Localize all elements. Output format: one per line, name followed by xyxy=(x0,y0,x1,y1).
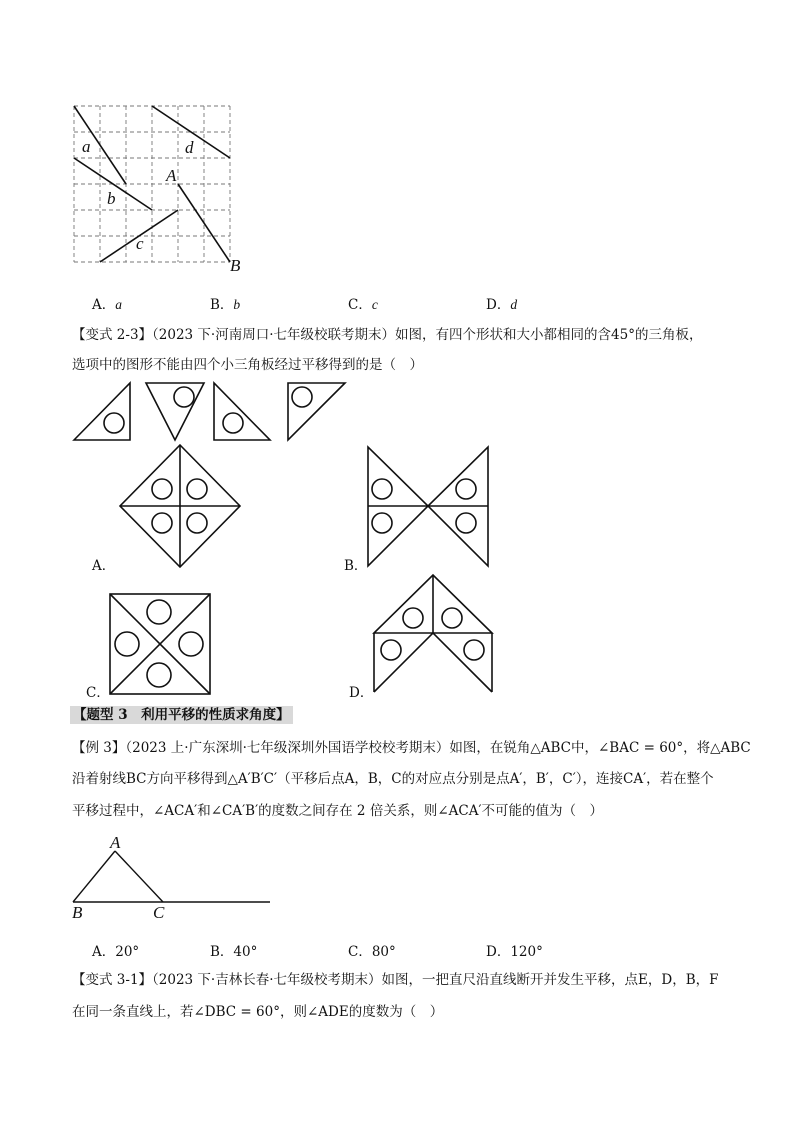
q2-line-2: 选项中的图形不能由四个小三角板经过平移得到的是（ ） xyxy=(72,357,423,373)
label-a: a xyxy=(82,137,91,156)
q3-line-3: 平移过程中，∠ACA′和∠CA′B′的度数之间存在 2 倍关系，则∠ACA′不可能的值为（ ） xyxy=(72,803,604,819)
q4-line-1: 【变式 3-1】（2023 下·吉林长春·七年级校考期末）如图，一把直尺沿直线断开并发生平移，点E，D，B，F xyxy=(72,972,719,988)
q4-line-2: 在同一条直线上，若∠DBC = 60°，则∠ADE的度数为（ ） xyxy=(72,1004,444,1020)
q2-line-1: 【变式 2-3】（2023 下·河南周口·七年级校联考期末）如图，有四个形状和大小都相同的含45°的三角板， xyxy=(72,327,703,343)
label-c: c xyxy=(136,234,144,253)
label-vertex-a: A xyxy=(110,833,121,852)
q3-line-2: 沿着射线BC方向平移得到△A′B′C′（平移后点A，B，C的对应点分别是点A′，B′，C′），连接CA′，若在整个 xyxy=(72,771,714,787)
q3-option-a[interactable]: A．20° xyxy=(92,944,140,960)
q3-line-1: 【例 3】（2023 上·广东深圳·七年级深圳外国语学校校考期末）如图，在锐角△ABC中，∠BAC = 60°，将△ABC xyxy=(72,740,751,756)
label-vertex-c: C xyxy=(153,903,165,922)
label-d: d xyxy=(185,138,194,157)
q2-option-a[interactable]: A． xyxy=(92,558,116,574)
q3-option-d[interactable]: D．120° xyxy=(486,944,543,960)
label-b: b xyxy=(107,189,116,208)
q1-option-c[interactable]: C．c xyxy=(348,297,378,313)
q2-option-b[interactable]: B． xyxy=(344,558,368,574)
q3-option-b[interactable]: B．40° xyxy=(210,944,258,960)
label-A: A xyxy=(166,166,177,185)
label-vertex-b: B xyxy=(72,903,83,922)
q1-option-a[interactable]: A．a xyxy=(92,297,122,313)
q1-option-d[interactable]: D．d xyxy=(486,297,518,313)
q2-option-d[interactable]: D． xyxy=(349,685,374,701)
q3-option-c[interactable]: C．80° xyxy=(348,944,396,960)
q1-option-b[interactable]: B．b xyxy=(210,297,241,313)
q2-option-c[interactable]: C． xyxy=(86,685,110,701)
section-heading: 【题型 3 利用平移的性质求角度】 xyxy=(70,706,293,724)
label-B: B xyxy=(230,256,241,275)
